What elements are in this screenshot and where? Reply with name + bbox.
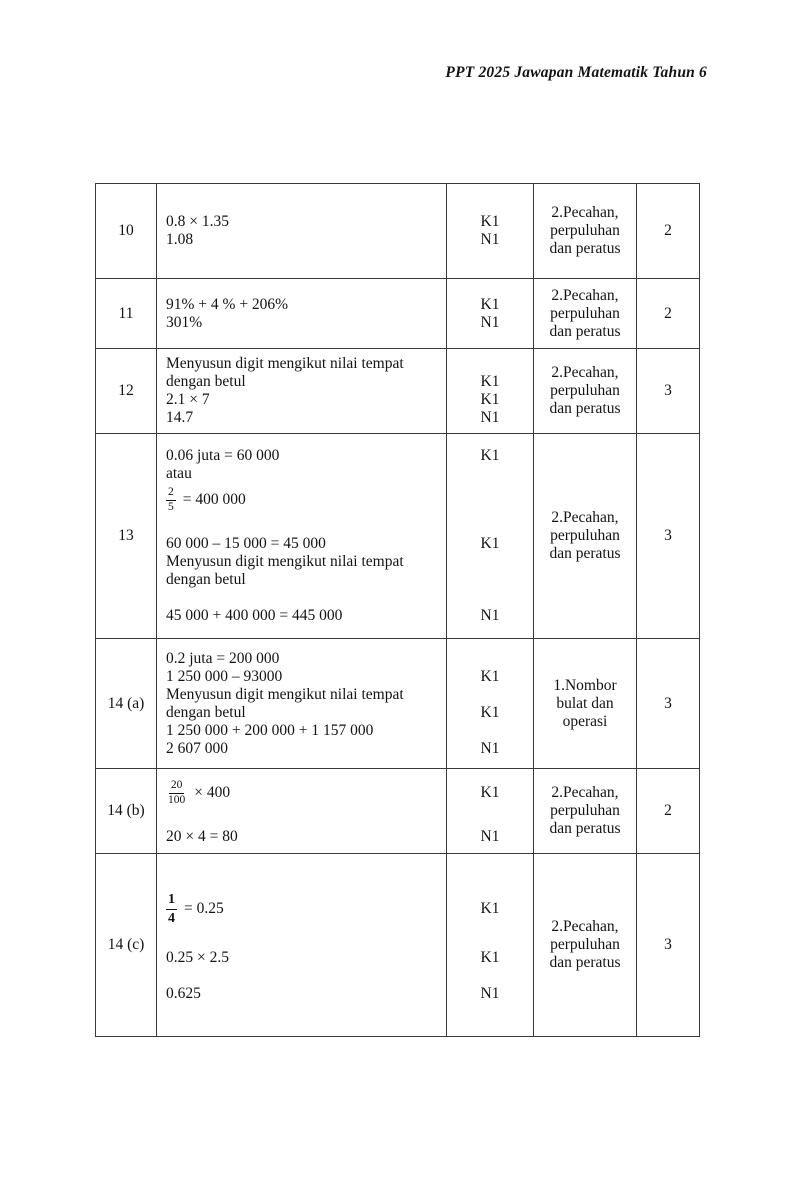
working-line <box>166 887 440 931</box>
working-text: 1 250 000 – 93000 <box>166 667 283 685</box>
question-number-cell <box>96 769 157 853</box>
topic-label: 2.Pecahan, <box>551 509 619 526</box>
fraction-numerator: 20 <box>169 779 185 794</box>
fraction-numerator: 1 <box>166 891 177 910</box>
table-row <box>96 434 699 639</box>
working-lines <box>166 355 440 427</box>
question-number: 13 <box>118 527 134 544</box>
working-line <box>166 231 440 249</box>
mark-code <box>449 810 531 828</box>
working-lines <box>166 645 440 762</box>
working-text: 91% + 4 % + 206% <box>166 295 289 313</box>
mark-code: N1 <box>480 739 500 757</box>
marks-cell <box>447 769 534 853</box>
topic-cell <box>534 434 637 638</box>
marks-cell <box>447 434 534 638</box>
marks-cell <box>447 279 534 348</box>
working-line <box>166 931 440 949</box>
topic-label: dan peratus <box>549 545 621 562</box>
working-text: dengan betul <box>166 703 246 721</box>
working-text: 14.7 <box>166 409 194 426</box>
total-marks: 3 <box>664 382 672 399</box>
question-number-cell <box>96 434 157 638</box>
working-lines <box>166 285 440 342</box>
topic-label: 2.Pecahan, <box>551 784 619 801</box>
topic-label: 1.Nombor <box>553 676 617 694</box>
mark-code <box>449 553 531 571</box>
mark-code: N1 <box>480 313 500 331</box>
working-line <box>166 810 440 828</box>
working-text: dengan betul <box>166 373 246 390</box>
working-text: 1 250 000 + 200 000 + 1 157 000 <box>166 721 374 739</box>
total-marks-cell <box>637 349 699 433</box>
working-cell <box>157 434 447 638</box>
working-cell <box>157 184 447 278</box>
working-text: 301% <box>166 313 203 331</box>
table-row <box>96 349 699 434</box>
question-number-cell <box>96 184 157 278</box>
total-marks-cell <box>637 769 699 853</box>
working-lines <box>166 440 440 632</box>
working-lines <box>166 860 440 1030</box>
mark-code: K1 <box>480 447 500 464</box>
mark-code: K1 <box>480 784 500 801</box>
working-text: 20 × 4 = 80 <box>166 828 238 845</box>
working-line <box>166 553 440 571</box>
topic-label: perpuluhan <box>550 382 620 399</box>
topic-label: perpuluhan <box>550 222 620 239</box>
topic-label: dan peratus <box>549 322 621 340</box>
mark-code: N1 <box>480 985 500 1002</box>
working-text: 45 000 + 400 000 = 445 000 <box>166 607 343 624</box>
working-line <box>166 650 440 668</box>
table-row <box>96 279 699 349</box>
working-line <box>166 535 440 553</box>
mark-code: K1 <box>480 373 500 390</box>
working-lines <box>166 190 440 272</box>
working-text: dengan betul <box>166 571 246 588</box>
mark-code: N1 <box>480 231 500 248</box>
topic-label: dan peratus <box>549 240 621 257</box>
mark-code: K1 <box>480 900 500 917</box>
working-line <box>166 355 440 373</box>
marks-cell <box>447 854 534 1036</box>
mark-code <box>449 686 531 704</box>
mark-lines <box>449 860 531 1030</box>
working-text: atau <box>166 465 192 482</box>
topic-label: perpuluhan <box>550 802 620 819</box>
fraction-denominator: 5 <box>168 500 174 513</box>
working-line <box>166 589 440 607</box>
working-cell <box>157 349 447 433</box>
working-cell <box>157 279 447 348</box>
working-text: Menyusun digit mengikut nilai tempat <box>166 355 404 372</box>
mark-code: K1 <box>480 703 500 721</box>
fraction <box>166 779 187 808</box>
table-row <box>96 854 699 1036</box>
working-text: 0.625 <box>166 985 201 1002</box>
marks-cell <box>447 184 534 278</box>
page <box>0 64 800 1195</box>
table-row <box>96 639 699 769</box>
working-line <box>166 607 440 625</box>
question-number-cell <box>96 854 157 1036</box>
working-line <box>166 776 440 810</box>
mark-code <box>449 589 531 607</box>
mark-code <box>449 967 531 985</box>
working-line <box>166 704 440 722</box>
working-line <box>166 391 440 409</box>
mark-code: K1 <box>480 213 500 230</box>
mark-code <box>449 571 531 589</box>
working-line <box>166 740 440 758</box>
fraction <box>166 891 177 927</box>
working-cell <box>157 639 447 768</box>
total-marks: 2 <box>664 304 672 322</box>
topic-cell <box>534 639 637 768</box>
table-row <box>96 184 699 279</box>
mark-code: K1 <box>480 391 500 408</box>
working-line <box>166 314 440 332</box>
question-number-cell <box>96 639 157 768</box>
mark-code: K1 <box>480 667 500 685</box>
working-text: 2.1 × 7 <box>166 391 210 408</box>
table-row <box>96 769 699 854</box>
total-marks: 3 <box>664 527 672 544</box>
working-text: Menyusun digit mengikut nilai tempat <box>166 553 404 570</box>
working-line <box>166 967 440 985</box>
working-line <box>166 213 440 231</box>
working-text: 1.08 <box>166 231 194 248</box>
total-marks: 2 <box>664 802 672 819</box>
mark-code: N1 <box>480 607 500 624</box>
mark-code <box>449 355 531 373</box>
mark-code: K1 <box>480 295 500 313</box>
working-line <box>166 571 440 589</box>
working-lines <box>166 775 440 847</box>
question-number: 12 <box>118 382 134 399</box>
working-text: 0.8 × 1.35 <box>166 213 229 230</box>
topic-label: dan peratus <box>549 820 621 837</box>
working-line <box>166 722 440 740</box>
working-text: = 0.25 <box>184 900 224 917</box>
question-number-cell <box>96 279 157 348</box>
total-marks-cell <box>637 434 699 638</box>
topic-label: perpuluhan <box>550 527 620 544</box>
working-line <box>166 465 440 483</box>
working-line <box>166 686 440 704</box>
mark-code <box>449 722 531 740</box>
question-number-cell <box>96 349 157 433</box>
mark-code <box>449 650 531 668</box>
total-marks-cell <box>637 184 699 278</box>
topic-cell <box>534 279 637 348</box>
mark-code <box>449 465 531 483</box>
marks-cell <box>447 349 534 433</box>
question-number: 11 <box>118 304 134 322</box>
total-marks-cell <box>637 639 699 768</box>
mark-lines <box>449 355 531 427</box>
question-number: 14 (a) <box>107 694 145 712</box>
topic-cell <box>534 769 637 853</box>
working-text: 0.2 juta = 200 000 <box>166 649 280 667</box>
fraction <box>166 486 176 515</box>
marks-cell <box>447 639 534 768</box>
question-number: 14 (b) <box>107 802 145 819</box>
total-marks: 2 <box>664 222 672 239</box>
mark-lines <box>449 190 531 272</box>
working-line <box>166 483 440 517</box>
working-line <box>166 668 440 686</box>
mark-code: K1 <box>480 949 500 966</box>
working-text: 0.25 × 2.5 <box>166 949 229 966</box>
mark-lines <box>449 645 531 762</box>
topic-cell <box>534 184 637 278</box>
mark-code <box>449 931 531 949</box>
topic-label: perpuluhan <box>550 304 620 322</box>
working-text: 60 000 – 15 000 = 45 000 <box>166 535 326 552</box>
topic-label: 2.Pecahan, <box>551 204 619 221</box>
mark-code <box>449 517 531 535</box>
working-line <box>166 447 440 465</box>
working-text: 2 607 000 <box>166 739 228 757</box>
working-text: Menyusun digit mengikut nilai tempat <box>166 685 404 703</box>
topic-label: 2.Pecahan, <box>551 364 619 381</box>
working-line <box>166 828 440 846</box>
topic-label: operasi <box>562 712 608 730</box>
topic-label: 2.Pecahan, <box>551 286 619 304</box>
question-number: 14 (c) <box>107 936 145 953</box>
working-line <box>166 409 440 427</box>
fraction-denominator: 100 <box>168 793 186 806</box>
topic-label: bulat dan <box>556 694 614 712</box>
mark-lines <box>449 775 531 847</box>
mark-code: K1 <box>480 535 500 552</box>
total-marks: 3 <box>664 694 672 712</box>
topic-label: perpuluhan <box>550 936 620 953</box>
working-line <box>166 517 440 535</box>
mark-lines <box>449 285 531 342</box>
mark-code: N1 <box>480 409 500 426</box>
answer-table <box>95 183 700 1037</box>
topic-label: dan peratus <box>549 400 621 417</box>
working-cell <box>157 854 447 1036</box>
fraction-numerator: 2 <box>166 486 176 501</box>
total-marks-cell <box>637 854 699 1036</box>
topic-cell <box>534 349 637 433</box>
working-text: 0.06 juta = 60 000 <box>166 447 280 464</box>
question-number: 10 <box>118 222 134 239</box>
fraction-denominator: 4 <box>168 910 175 926</box>
working-line <box>166 985 440 1003</box>
total-marks-cell <box>637 279 699 348</box>
working-line <box>166 949 440 967</box>
working-cell <box>157 769 447 853</box>
topic-cell <box>534 854 637 1036</box>
working-line <box>166 373 440 391</box>
working-line <box>166 296 440 314</box>
working-text: × 400 <box>194 784 231 801</box>
mark-lines <box>449 440 531 632</box>
page-header-title: PPT 2025 Jawapan Matematik Tahun 6 <box>445 64 707 81</box>
mark-code <box>449 483 531 517</box>
topic-label: 2.Pecahan, <box>551 918 619 935</box>
total-marks: 3 <box>664 936 672 953</box>
working-text: = 400 000 <box>182 491 246 508</box>
topic-label: dan peratus <box>549 954 621 971</box>
mark-code: N1 <box>480 828 500 845</box>
